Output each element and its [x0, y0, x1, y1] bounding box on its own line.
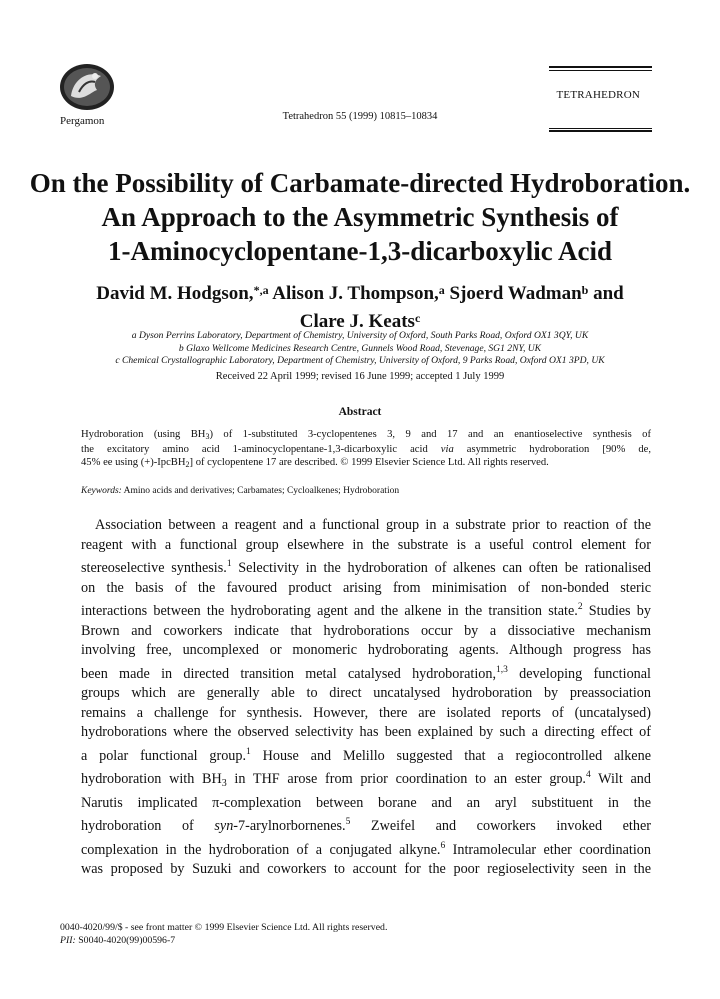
author-name: Clare J. Keats	[299, 311, 415, 332]
publisher-name: Pergamon	[60, 115, 105, 127]
copyright-footer	[60, 921, 387, 947]
journal-name: TETRAHEDRON	[556, 89, 640, 101]
header-rule-bottom	[549, 130, 652, 132]
keywords-label: Keywords:	[81, 486, 122, 496]
copyright-line: 0040-4020/99/$ - see front matter © 1999 Elsevier Science Ltd. All rights reserved.	[60, 922, 388, 933]
paper-title	[0, 166, 720, 268]
publisher-logo	[57, 62, 117, 112]
author-name: David M. Hodgson,	[96, 283, 254, 304]
title-line: 1-Aminocyclopentane-1,3-dicarboxylic Acid	[108, 236, 612, 266]
pii-value: S0040-4020(99)00596-7	[75, 935, 176, 946]
title-line: On the Possibility of Carbamate-directed Hydroboration.	[29, 168, 691, 198]
pii-label: PII:	[60, 935, 76, 946]
affiliation: c Chemical Crystallographic Laboratory, Department of Chemistry, University of Oxford, 9 Parks Road, Oxford OX1 3PD, UK	[115, 355, 605, 366]
author-list	[0, 278, 720, 334]
author-name: Sjoerd Wadman	[449, 283, 582, 304]
author-conjunction: and	[593, 283, 624, 304]
journal-citation: Tetrahedron 55 (1999) 10815–10834	[282, 111, 438, 122]
abstract-text: Hydroboration (using $BH_3$) of 1-substituted 3-cyclopentenes 3, 9 and 17 and an enantioselective synthesis of the excitatory amino acid 1-aminocyclopentane-1,3-dicarboxylic acid via asymmetric hydroboration [90% de, 45% ee using (+)-IpcBH$_2$] of cyclopentene 17 are described. © 1999 Elsevier Science Ltd. All rights reserved.	[81, 429, 651, 469]
author-affiliation-mark: b	[581, 283, 589, 297]
keywords	[81, 486, 651, 496]
keywords-text: Amino acids and derivatives; Carbamates; Cycloalkenes; Hydroboration	[121, 486, 400, 496]
body-text: Association between a reagent and a functional group in a substrate prior to reaction of the reagent with a functional group elsewhere in the substrate is a useful control element for stereoselective synthesis.$^1$ Selectivity in the hydroboration of alkenes can often be rationalised on the basis of the favoured product arising from minimisation of non-bonded steric interactions between the hydroborating agent and the alkene in the transition state.$^2$ Studies by Brown and coworkers indicate that hydroborations occur by a dissociative mechanism involving free, uncomplexed or monomeric hydroborating agents. Although progress has been made in directed transition metal catalysed hydroboration,$^{1,3}$ developing functional groups which are generally able to direct uncatalysed hydroboration by preassociation remains a challenge for synthesis. However, there are isolated reports of (uncatalysed) hydroborations where the observed selectivity has been explained by such a directing effect of a polar functional group.$^1$ House and Melillo suggested that a regiocontrolled alkene hydroboration with $BH_3$ in THF arose from prior coordination to an ester group.$^4$ Wilt and Narutis implicated π-complexation between borane and an aryl substituent in the hydroboration of syn-7-arylnorbornenes.$^5$ Zweifel and coworkers invoked ether complexation in the hydroboration of a conjugated alkyne.$^6$ Intramolecular ether coordination was proposed by Suzuki and coworkers to account for the poor regioselectivity seen in the	[81, 517, 652, 877]
author-name: Alison J. Thompson,	[272, 283, 439, 304]
header-rule-top-thin	[549, 70, 652, 71]
header-rule-top	[549, 66, 652, 68]
author-affiliation-mark: c	[414, 311, 421, 325]
header-rule-bottom-thin	[549, 128, 652, 129]
author-affiliation-mark: a	[438, 283, 445, 297]
affiliations	[0, 330, 720, 368]
title-line: An Approach to the Asymmetric Synthesis of	[101, 202, 619, 232]
received-dates: Received 22 April 1999; revised 16 June 1999; accepted 1 July 1999	[215, 371, 505, 382]
abstract-heading: Abstract	[338, 406, 382, 418]
author-affiliation-mark: *,a	[253, 283, 269, 297]
affiliation: a Dyson Perrins Laboratory, Department of Chemistry, University of Oxford, South Parks Road, Oxford OX1 3QY, UK	[131, 330, 589, 341]
affiliation: b Glaxo Wellcome Medicines Research Centre, Gunnels Wood Road, Stevenage, SG1 2NY, UK	[178, 342, 542, 354]
